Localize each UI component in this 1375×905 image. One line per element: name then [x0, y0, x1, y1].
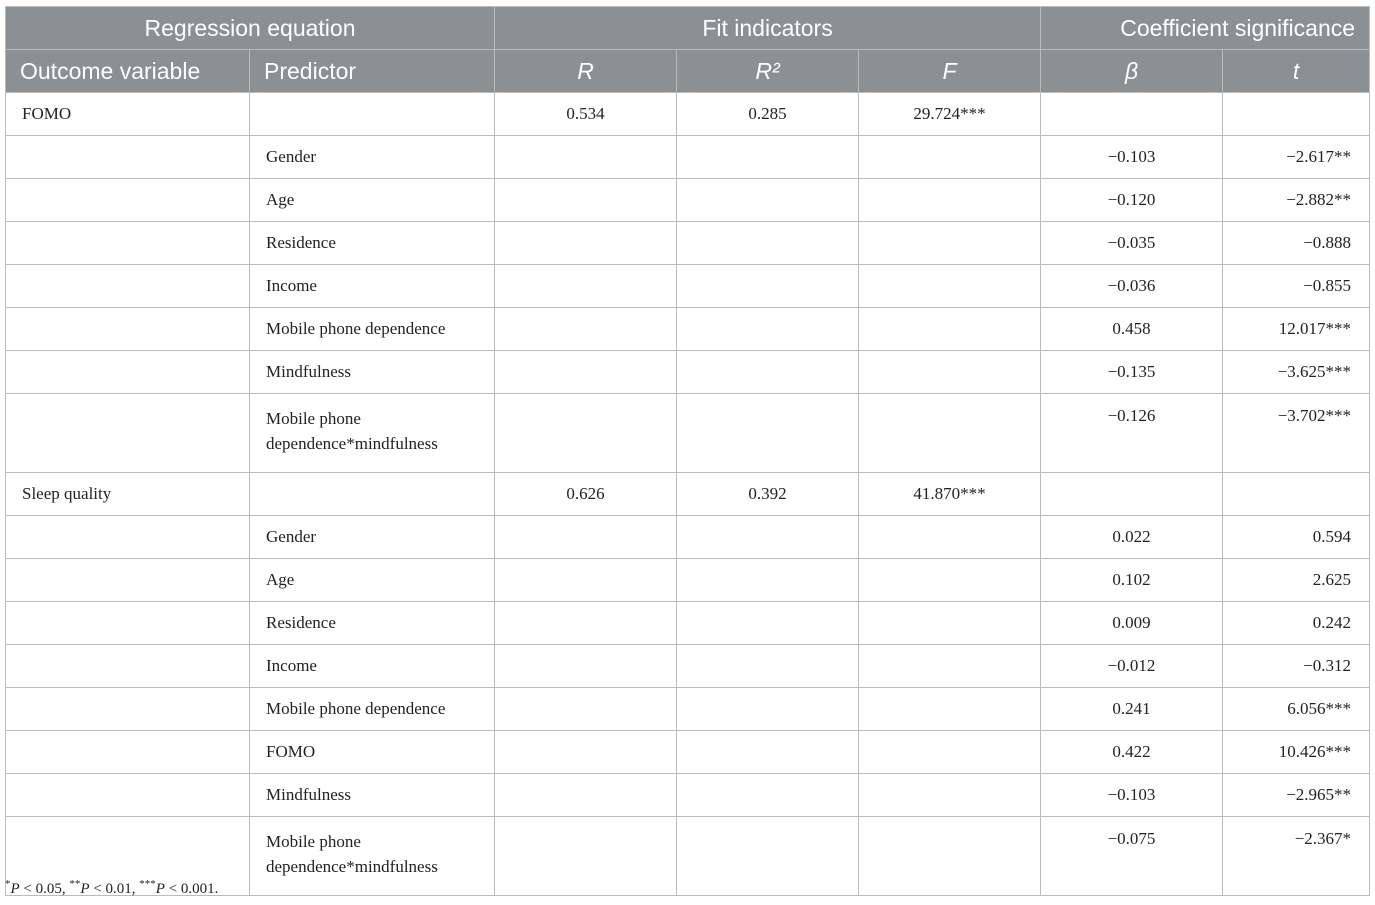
- cell-f: [859, 516, 1041, 559]
- cell-r: [495, 731, 677, 774]
- table-row: [6, 179, 1370, 222]
- cell-t: −2.617**: [1223, 136, 1370, 179]
- group-header-regression-equation: Regression equation: [6, 7, 495, 50]
- cell-outcome: [6, 516, 250, 559]
- cell-outcome: [6, 136, 250, 179]
- cell-t: −3.625***: [1223, 351, 1370, 394]
- cell-outcome: [6, 308, 250, 351]
- cell-t: [1223, 473, 1370, 516]
- table-footnote: [5, 878, 219, 898]
- cell-t: 6.056***: [1223, 688, 1370, 731]
- cell-r2: [677, 774, 859, 817]
- cell-outcome: [6, 645, 250, 688]
- table-row: [6, 136, 1370, 179]
- cell-beta: [1041, 473, 1223, 516]
- cell-r: [495, 817, 677, 896]
- footnote-star-1: *: [5, 878, 11, 890]
- cell-predictor: Mindfulness: [250, 351, 495, 394]
- predictor-line-1: Mobile phone: [266, 409, 361, 428]
- col-header-beta: β: [1041, 50, 1223, 93]
- cell-r2: [677, 351, 859, 394]
- cell-r: [495, 559, 677, 602]
- cell-r: [495, 351, 677, 394]
- cell-beta: 0.009: [1041, 602, 1223, 645]
- footnote-threshold-2: < 0.01,: [89, 881, 140, 897]
- footnote-threshold-1: < 0.05,: [19, 881, 70, 897]
- cell-t: 10.426***: [1223, 731, 1370, 774]
- cell-outcome: [6, 394, 250, 473]
- cell-r2: [677, 731, 859, 774]
- cell-r: [495, 308, 677, 351]
- cell-beta: −0.036: [1041, 265, 1223, 308]
- cell-outcome: [6, 688, 250, 731]
- footnote-star-2: **: [69, 878, 81, 890]
- cell-r2: [677, 516, 859, 559]
- table-row: [6, 731, 1370, 774]
- cell-outcome: [6, 731, 250, 774]
- cell-predictor: Residence: [250, 602, 495, 645]
- cell-predictor: [250, 93, 495, 136]
- cell-r2: 0.285: [677, 93, 859, 136]
- cell-t: −2.882**: [1223, 179, 1370, 222]
- cell-predictor: Gender: [250, 516, 495, 559]
- table-row: [6, 559, 1370, 602]
- cell-r: [495, 179, 677, 222]
- cell-t: 0.242: [1223, 602, 1370, 645]
- cell-f: [859, 179, 1041, 222]
- group-header-row: [6, 7, 1370, 50]
- table-row: [6, 351, 1370, 394]
- cell-beta: −0.075: [1041, 817, 1223, 896]
- cell-outcome: [6, 222, 250, 265]
- cell-t: 12.017***: [1223, 308, 1370, 351]
- cell-beta: [1041, 93, 1223, 136]
- cell-f: [859, 559, 1041, 602]
- cell-t: −0.888: [1223, 222, 1370, 265]
- cell-outcome: [6, 265, 250, 308]
- cell-outcome: [6, 559, 250, 602]
- cell-r: [495, 136, 677, 179]
- cell-r: [495, 645, 677, 688]
- col-header-outcome: Outcome variable: [6, 50, 250, 93]
- cell-r2: [677, 179, 859, 222]
- footnote-p-2: P: [80, 881, 90, 897]
- predictor-line-2: dependence*mindfulness: [266, 434, 438, 453]
- cell-beta: −0.120: [1041, 179, 1223, 222]
- cell-r2: [677, 602, 859, 645]
- cell-beta: −0.103: [1041, 774, 1223, 817]
- cell-f: 29.724***: [859, 93, 1041, 136]
- cell-r2: [677, 394, 859, 473]
- col-header-f: F: [859, 50, 1041, 93]
- cell-predictor: Mobile phone dependence: [250, 688, 495, 731]
- cell-predictor: [250, 817, 495, 896]
- regression-table: [5, 6, 1370, 896]
- col-header-r: R: [495, 50, 677, 93]
- cell-predictor: [250, 394, 495, 473]
- cell-predictor: FOMO: [250, 731, 495, 774]
- cell-r: [495, 516, 677, 559]
- cell-t: [1223, 93, 1370, 136]
- table-row: [6, 645, 1370, 688]
- cell-r2: [677, 265, 859, 308]
- cell-t: −0.855: [1223, 265, 1370, 308]
- cell-beta: 0.422: [1041, 731, 1223, 774]
- cell-f: [859, 602, 1041, 645]
- table-row: [6, 516, 1370, 559]
- cell-r2: [677, 559, 859, 602]
- cell-f: [859, 394, 1041, 473]
- table-row: [6, 602, 1370, 645]
- cell-predictor: Mobile phone dependence: [250, 308, 495, 351]
- table-row: [6, 774, 1370, 817]
- cell-f: [859, 817, 1041, 896]
- predictor-line-2: dependence*mindfulness: [266, 857, 438, 876]
- col-header-r2: R²: [677, 50, 859, 93]
- footnote-star-3: ***: [139, 878, 156, 890]
- footnote-p-1: P: [10, 881, 20, 897]
- cell-t: −0.312: [1223, 645, 1370, 688]
- cell-beta: 0.241: [1041, 688, 1223, 731]
- cell-r: 0.626: [495, 473, 677, 516]
- cell-outcome: [6, 351, 250, 394]
- cell-f: [859, 308, 1041, 351]
- cell-f: [859, 688, 1041, 731]
- cell-beta: 0.102: [1041, 559, 1223, 602]
- table-row: [6, 93, 1370, 136]
- cell-r: [495, 774, 677, 817]
- cell-r: [495, 265, 677, 308]
- cell-r2: [677, 817, 859, 896]
- cell-t: −2.367*: [1223, 817, 1370, 896]
- cell-f: [859, 136, 1041, 179]
- table-row: [6, 265, 1370, 308]
- footnote-p-3: P: [155, 881, 165, 897]
- cell-predictor: Gender: [250, 136, 495, 179]
- cell-beta: −0.126: [1041, 394, 1223, 473]
- cell-beta: 0.022: [1041, 516, 1223, 559]
- cell-predictor: Mindfulness: [250, 774, 495, 817]
- cell-f: [859, 351, 1041, 394]
- cell-r2: [677, 136, 859, 179]
- cell-outcome: [6, 774, 250, 817]
- cell-r2: [677, 222, 859, 265]
- cell-beta: −0.035: [1041, 222, 1223, 265]
- cell-outcome: [6, 179, 250, 222]
- cell-r: [495, 222, 677, 265]
- cell-beta: 0.458: [1041, 308, 1223, 351]
- predictor-line-1: Mobile phone: [266, 832, 361, 851]
- cell-t: 0.594: [1223, 516, 1370, 559]
- table-row: [6, 308, 1370, 351]
- cell-predictor: Income: [250, 265, 495, 308]
- cell-f: [859, 645, 1041, 688]
- cell-f: [859, 774, 1041, 817]
- cell-f: [859, 731, 1041, 774]
- cell-r: 0.534: [495, 93, 677, 136]
- cell-r2: [677, 308, 859, 351]
- cell-predictor: Age: [250, 559, 495, 602]
- table-row: [6, 394, 1370, 473]
- cell-f: 41.870***: [859, 473, 1041, 516]
- cell-predictor: Residence: [250, 222, 495, 265]
- cell-outcome: Sleep quality: [6, 473, 250, 516]
- cell-r2: 0.392: [677, 473, 859, 516]
- cell-outcome: FOMO: [6, 93, 250, 136]
- cell-r: [495, 688, 677, 731]
- col-header-t: t: [1223, 50, 1370, 93]
- cell-t: −3.702***: [1223, 394, 1370, 473]
- cell-beta: −0.012: [1041, 645, 1223, 688]
- cell-r: [495, 394, 677, 473]
- cell-beta: −0.103: [1041, 136, 1223, 179]
- cell-predictor: Income: [250, 645, 495, 688]
- cell-f: [859, 222, 1041, 265]
- group-header-fit-indicators: Fit indicators: [495, 7, 1041, 50]
- cell-t: 2.625: [1223, 559, 1370, 602]
- cell-r2: [677, 645, 859, 688]
- cell-r2: [677, 688, 859, 731]
- cell-predictor: Age: [250, 179, 495, 222]
- col-header-predictor: Predictor: [250, 50, 495, 93]
- footnote-threshold-3: < 0.001.: [164, 881, 219, 897]
- table-row: [6, 473, 1370, 516]
- column-header-row: [6, 50, 1370, 93]
- table-row: [6, 688, 1370, 731]
- cell-outcome: [6, 602, 250, 645]
- group-header-coefficient-significance: Coefficient significance: [1041, 7, 1370, 50]
- cell-r: [495, 602, 677, 645]
- cell-beta: −0.135: [1041, 351, 1223, 394]
- cell-predictor: [250, 473, 495, 516]
- table-row: [6, 222, 1370, 265]
- cell-f: [859, 265, 1041, 308]
- cell-t: −2.965**: [1223, 774, 1370, 817]
